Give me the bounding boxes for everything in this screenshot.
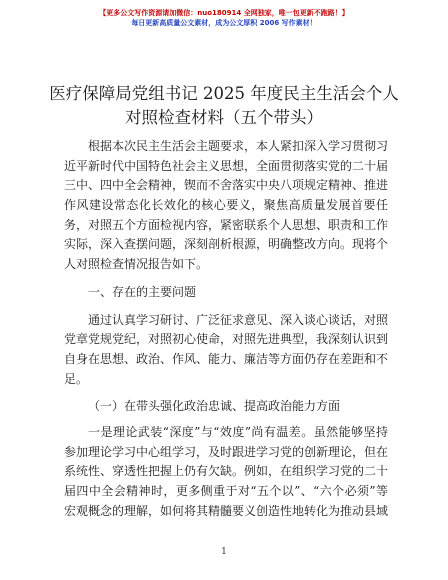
point-line: 一是理论武装“深度”与“效度”尚有温差。虽然能够坚持 xyxy=(88,424,388,439)
section-line: 足。 xyxy=(64,371,89,386)
page-number: 1 xyxy=(221,547,227,557)
intro-line: 三中、四中全会精神，锲而不舍落实中央八项规定精神、推进 xyxy=(64,178,389,193)
document-body xyxy=(64,137,388,521)
promo-banner xyxy=(0,8,448,28)
intro-paragraph xyxy=(64,137,388,275)
section-paragraph xyxy=(64,311,388,390)
section-line: 自身在思想、政治、作风、能力、廉洁等方面仍存在差距和不 xyxy=(64,351,389,366)
point-line: 届四中全会精神时，更多侧重于对“五个以”、“六个必须”等 xyxy=(64,484,388,498)
section-line: 通过认真学习研讨、广泛征求意见、深入谈心谈话，对照 xyxy=(88,312,389,327)
intro-line: 作风建设常态化长效化的核心要义，聚焦高质量发展首要任 xyxy=(64,198,388,213)
intro-line: 根据本次民主生活会主题要求，本人紧扣深入学习贯彻习 xyxy=(88,139,389,153)
promo-banner-line-2: 每日更新高质量公文素材，成为公文厚积 2006 写作素材！ xyxy=(131,19,317,27)
document-title xyxy=(40,82,408,130)
intro-line: 实际，深入查摆问题，深刻剖析根源，明确整改方向。现将个 xyxy=(64,237,389,252)
point-line: 参加理论学习中心组学习，及时跟进学习党的创新理论，但在 xyxy=(64,444,389,459)
document-title-line-1: 医疗保障局党组书记 2025 年度民主生活会个人 xyxy=(49,84,399,103)
section-heading: 一、存在的主要问题 xyxy=(88,284,197,299)
point-paragraph xyxy=(64,423,388,521)
point-line: 宏观概念的理解，如何将其精髓要义创造性地转化为推动县域 xyxy=(64,503,389,518)
section-line: 党章党规党纪，对照初心使命，对照先进典型，我深刻认识到 xyxy=(64,332,389,347)
intro-line: 人对照检查情况报告如下。 xyxy=(64,257,209,272)
promo-banner-line-1: 【更多公文写作资源请加微信：nuo180914 全网独家，唯一包更新不跑路！】 xyxy=(99,9,349,17)
intro-line: 务，对照五个方面检视内容，紧密联系个人思想、职责和工作 xyxy=(64,217,389,232)
point-line: 系统性、穿透性把握上仍有欠缺。例如，在组织学习党的二十 xyxy=(64,464,389,479)
subsection-heading: （一）在带头强化政治忠诚、提高政治能力方面 xyxy=(88,399,341,414)
document-title-line-2: 对照检查材料（五个带头） xyxy=(125,108,323,127)
intro-line: 近平新时代中国特色社会主义思想，全面贯彻落实党的二十届 xyxy=(64,158,389,173)
